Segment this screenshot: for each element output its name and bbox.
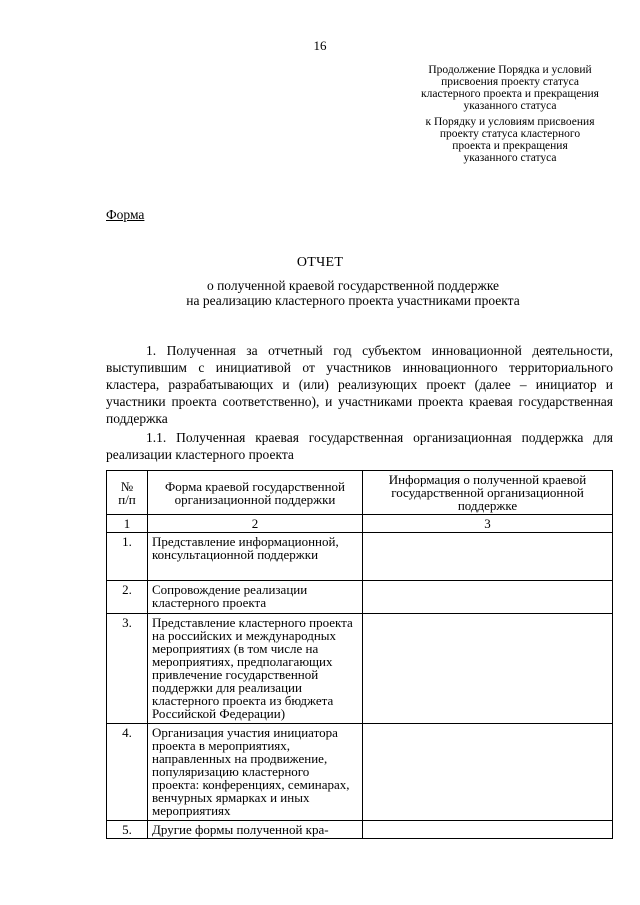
continuation-header	[395, 64, 625, 112]
header-number: № п/п	[107, 471, 148, 515]
paragraph-1-1: 1.1. Полученная краевая государственная организационная поддержка для реализации кластерного проекта	[106, 430, 613, 462]
header-form: Форма краевой государственной организационной поддержки	[148, 471, 363, 515]
row-info	[363, 581, 613, 614]
row-form: Сопровождение реализации кластерного проекта	[148, 581, 363, 614]
header-line: присвоения проекту статуса	[441, 76, 579, 88]
header-line: указанного статуса	[463, 100, 557, 112]
header-line: проекта и прекращения	[452, 140, 568, 152]
appendix-header	[395, 116, 625, 164]
subtitle-line: на реализацию кластерного проекта участниками проекта	[186, 293, 520, 308]
row-number: 1.	[107, 533, 148, 581]
table-header-row	[107, 471, 613, 515]
subtitle-line: о полученной краевой государственной поддержке	[206, 278, 500, 293]
form-label: Форма	[106, 207, 145, 222]
row-number: 2.	[107, 581, 148, 614]
column-number: 2	[148, 515, 363, 533]
row-number: 4.	[107, 724, 148, 821]
row-info	[363, 724, 613, 821]
table-row	[107, 724, 613, 821]
table-row	[107, 581, 613, 614]
page-number: 16	[313, 38, 327, 53]
header-line: кластерного проекта и прекращения	[421, 88, 599, 100]
row-number: 3.	[107, 614, 148, 724]
header-line: проекту статуса кластерного	[439, 128, 581, 140]
header-line: к Порядку и условиям присвоения	[425, 116, 595, 128]
header-line: Продолжение Порядка и условий	[428, 64, 592, 76]
report-subtitle	[106, 278, 600, 308]
row-form: Представление информационной, консультационной поддержки	[148, 533, 363, 581]
row-form: Представление кластерного проекта на российских и международных мероприятиях (в том числе на мероприятиях, предполагающих привлечение государственной поддержки для реализации кластерного проекта из бюджета Российской Федерации)	[148, 614, 363, 724]
support-table	[106, 470, 613, 839]
row-info	[363, 821, 613, 839]
header-line: указанного статуса	[463, 152, 557, 164]
table-row	[107, 614, 613, 724]
table-row	[107, 533, 613, 581]
row-form: Организация участия инициатора проекта в мероприятиях, направленных на продвижение, популяризацию кластерного проекта: конференциях, семинарах, венчурных ярмарках и иных мероприятиях	[148, 724, 363, 821]
row-info	[363, 614, 613, 724]
row-info	[363, 533, 613, 581]
table-row	[107, 821, 613, 839]
column-number-row	[107, 515, 613, 533]
header-info: Информация о полученной краевой государственной организационной поддержке	[363, 471, 613, 515]
row-form: Другие формы полученной кра-	[148, 821, 363, 839]
column-number: 3	[363, 515, 613, 533]
column-number: 1	[107, 515, 148, 533]
paragraph-1: 1. Полученная за отчетный год субъектом инновационной деятельности, выступившим с инициативой от участников инновационного территориального кластера, разрабатывающих и (или) реализующих проект (далее – инициатор и участники проекта соответственно), и участниками проекта краевая государственная поддержка	[106, 343, 613, 426]
report-title: ОТЧЕТ	[296, 255, 344, 270]
row-number: 5.	[107, 821, 148, 839]
